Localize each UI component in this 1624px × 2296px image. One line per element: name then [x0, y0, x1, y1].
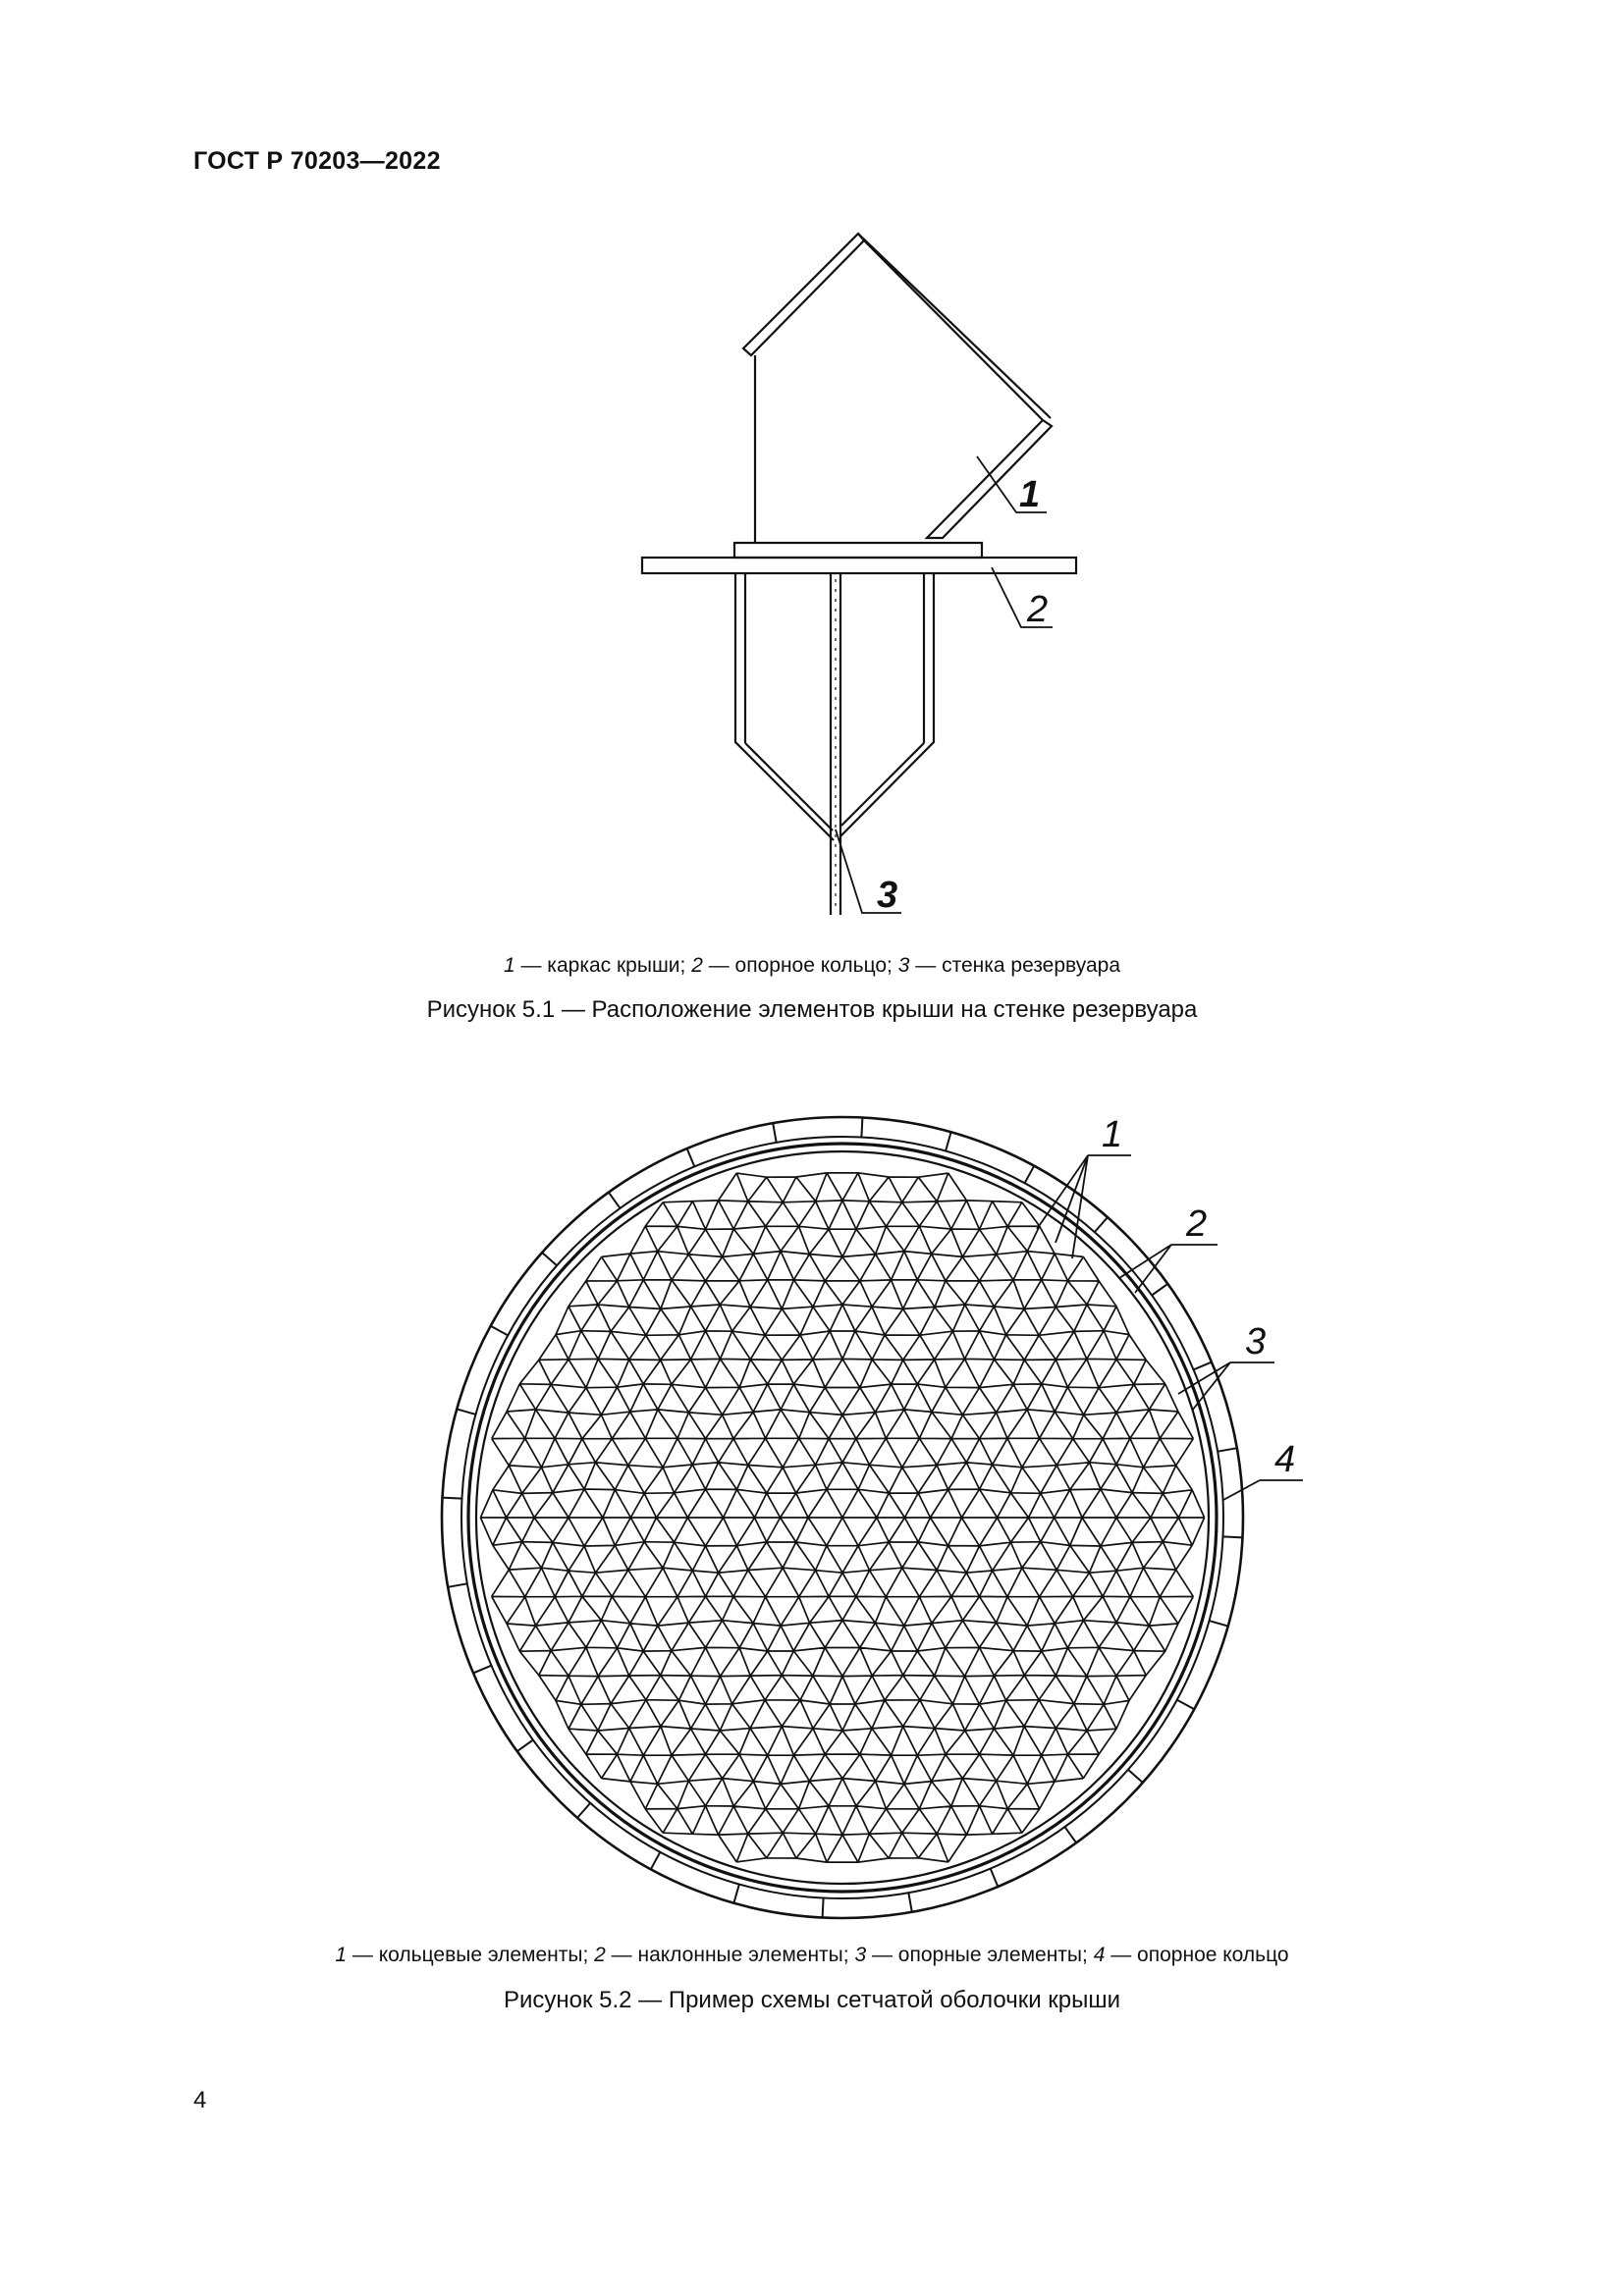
- ring-segment-mark: [773, 1123, 777, 1143]
- ring-segment-mark: [1223, 1536, 1243, 1537]
- label-4: 4: [1274, 1439, 1296, 1480]
- ring-segment-mark: [1194, 1362, 1212, 1370]
- label-1: 1: [1102, 1114, 1123, 1155]
- ring-segment-mark: [443, 1498, 462, 1499]
- label-2: 2: [1027, 589, 1049, 630]
- ring-segment-mark: [908, 1893, 912, 1912]
- ring-segment-mark: [1095, 1217, 1108, 1232]
- ring-segment-mark: [609, 1193, 621, 1208]
- figure-5-2-legend: 1 — кольцевые элементы; 2 — наклонные элементы; 3 — опорные элементы; 4 — опорное кольцо: [335, 1944, 1289, 1966]
- figure-5-2-title: Рисунок 5.2 — Пример схемы сетчатой оболочки крыши: [503, 1987, 1121, 2013]
- ring-segment-mark: [473, 1666, 491, 1674]
- figure-5-1-title: Рисунок 5.1 — Расположение элементов крыши на стенке резервуара: [426, 996, 1198, 1023]
- ring-segment-mark: [491, 1326, 509, 1336]
- ring-segment-mark: [687, 1148, 695, 1166]
- ring-segment-mark: [1065, 1827, 1077, 1842]
- ring-segment-mark: [577, 1803, 590, 1818]
- lattice-shell-mesh: [480, 1173, 1204, 1862]
- page-number: 4: [193, 2087, 207, 2113]
- label-2: 2: [1186, 1203, 1208, 1245]
- ring-segment-mark: [1177, 1700, 1195, 1710]
- ring-segment-mark: [1218, 1448, 1237, 1452]
- ring-segment-mark: [1128, 1770, 1143, 1783]
- ring-segment-mark: [1210, 1621, 1228, 1627]
- ring-segment-mark: [733, 1885, 739, 1903]
- ring-segment-mark: [542, 1253, 557, 1265]
- ring-segment-mark: [991, 1869, 999, 1887]
- ring-segment-mark: [823, 1898, 824, 1918]
- label-3: 3: [877, 875, 898, 916]
- document-code: ГОСТ Р 70203—2022: [193, 147, 441, 175]
- label-3: 3: [1245, 1321, 1267, 1362]
- mesh-bars: [480, 1173, 1204, 1862]
- ring-segment-mark: [457, 1409, 475, 1415]
- ring-segment-mark: [651, 1852, 661, 1870]
- ring-segment-mark: [448, 1583, 467, 1587]
- figure-5-1-legend: 1 — каркас крыши; 2 — опорное кольцо; 3 — стенка резервуара: [503, 954, 1121, 977]
- ring-segment-mark: [1025, 1166, 1035, 1184]
- label-1: 1: [1019, 474, 1041, 515]
- ring-segment-mark: [1152, 1284, 1167, 1296]
- ring-segment-mark: [946, 1132, 951, 1150]
- ring-segment-mark: [517, 1740, 533, 1752]
- ring-segment-mark: [861, 1118, 862, 1138]
